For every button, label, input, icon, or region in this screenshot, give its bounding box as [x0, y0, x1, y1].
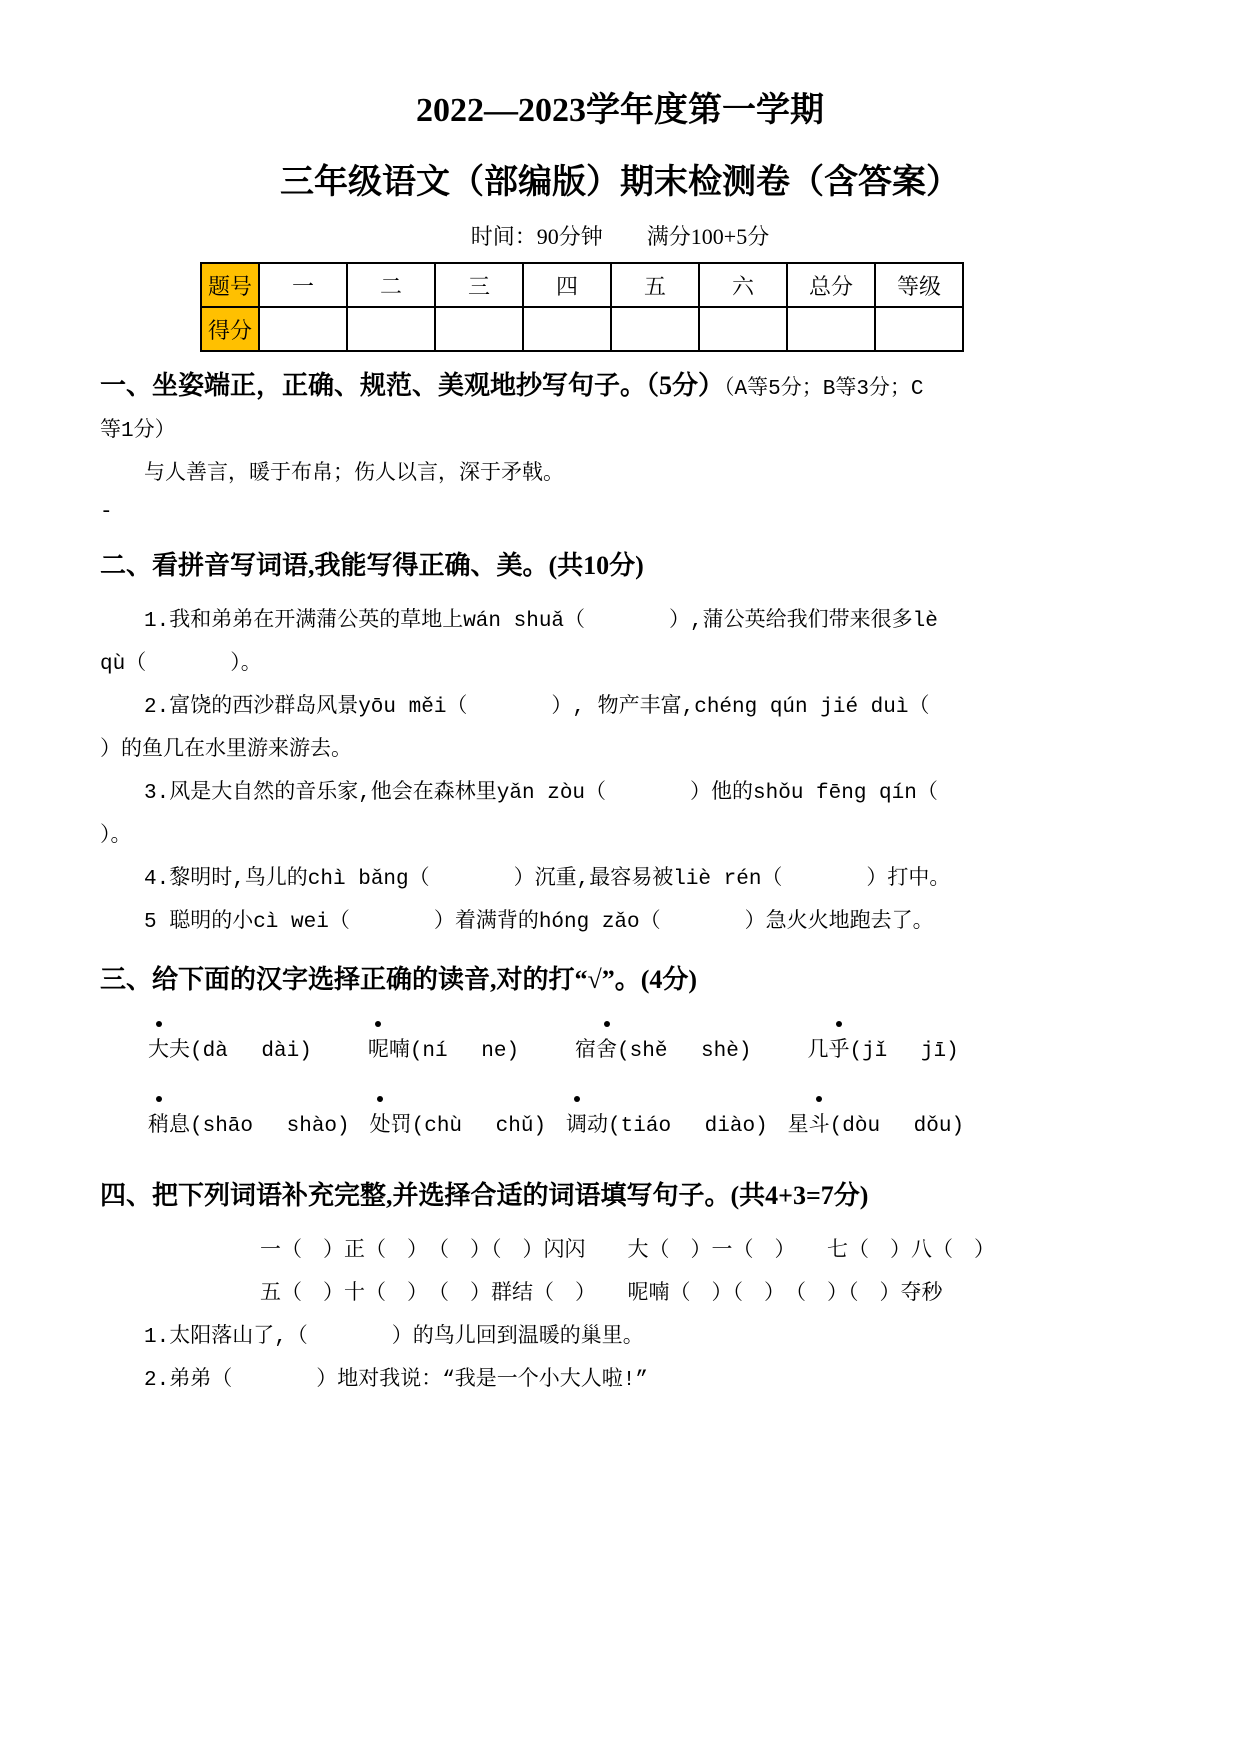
reading-options: (tiáo diào): [608, 1115, 768, 1138]
score-empty-cell: [699, 307, 787, 351]
section2-heading: 二、看拼音写词语,我能写得正确、美。(共10分): [100, 551, 644, 580]
question-column-header: 二: [347, 263, 435, 307]
word-part: 宿: [575, 1040, 597, 1063]
pronunciation-item: [148, 1105, 350, 1148]
question-number-row: [201, 263, 963, 307]
dotted-character: 舍: [596, 1030, 617, 1073]
reading-options: (dòu dǒu): [829, 1115, 965, 1138]
word-part: 息: [169, 1115, 190, 1138]
reading-options: (jǐ jī): [849, 1040, 959, 1063]
exam-meta-line: 时间：90分钟 满分100+5分: [470, 224, 770, 249]
section1-copy-sentence: 与人善言，暖于布帛；伤人以言，深于矛戟。: [144, 463, 564, 486]
reading-options: (shāo shào): [190, 1115, 350, 1138]
score-label-cell: 得分: [201, 307, 259, 351]
section2-item-1-line-2: qù（ ）。: [100, 653, 262, 676]
dotted-character: 大: [148, 1030, 169, 1073]
reading-options: (shě shè): [617, 1040, 752, 1063]
dotted-character: 稍: [148, 1105, 169, 1148]
score-table: [200, 262, 964, 352]
pronunciation-item: [788, 1105, 964, 1148]
score-empty-cell: [875, 307, 963, 351]
pronunciation-item: [368, 1030, 519, 1073]
pronunciation-item: [148, 1030, 312, 1073]
question-column-header: 五: [611, 263, 699, 307]
section2-item-4: 4.黎明时,鸟儿的chì bǎng（ ）沉重,最容易被liè rén（ ）打中。: [144, 868, 951, 891]
section4-sentence-1: 1.太阳落山了,（ ）的鸟儿回到温暖的巢里。: [144, 1326, 644, 1349]
question-number-label-cell: 题号: [201, 263, 259, 307]
reading-options: (dà dài): [190, 1040, 312, 1063]
score-empty-cell: [347, 307, 435, 351]
section2-item-3-line-1: 3.风是大自然的音乐家,他会在森林里yǎn zòu（ ）他的shǒu fēng qín（: [144, 782, 938, 805]
dotted-character: 处: [370, 1105, 391, 1148]
word-part: 喃: [388, 1040, 410, 1063]
dotted-character: 斗: [809, 1105, 830, 1148]
section2-item-5: 5 聪明的小cì wei（ ）着满背的hóng zǎo（ ）急火火地跑去了。: [144, 911, 934, 934]
section3-heading: 三、给下面的汉字选择正确的读音,对的打“√”。(4分): [100, 965, 698, 994]
reading-options: (chù chǔ): [411, 1115, 547, 1138]
pronunciation-item: [575, 1030, 751, 1073]
dotted-character: 乎: [828, 1030, 849, 1073]
question-column-header: 一: [259, 263, 347, 307]
word-part: 罚: [390, 1115, 412, 1138]
section1-heading: [100, 366, 1140, 410]
reading-options: (ní ne): [409, 1040, 520, 1063]
section4-heading: 四、把下列词语补充完整,并选择合适的词语填写句子。(共4+3=7分): [100, 1181, 869, 1210]
question-column-header: 四: [523, 263, 611, 307]
word-part: 动: [587, 1115, 609, 1138]
section1-grading-note-wrap: 等1分）: [100, 420, 176, 443]
question-column-header: 三: [435, 263, 523, 307]
section3-pronunciation-row-2: [148, 1105, 1140, 1148]
pronunciation-item: [807, 1030, 958, 1073]
score-empty-cell: [787, 307, 875, 351]
section4-word-completion-line-1: 一（ ）正（ ） （ ）（ ）闪闪 大（ ）一（ ） 七（ ）八（ ）: [260, 1240, 995, 1263]
page-title: 2022—2023学年度第一学期: [416, 92, 824, 129]
section1-heading-text: 一、坐姿端正，正确、规范、美观地抄写句子。（5分）: [100, 371, 725, 400]
section2-item-1-line-1: 1.我和弟弟在开满蒲公英的草地上wán shuǎ（ ）,蒲公英给我们带来很多lè: [144, 610, 938, 633]
pronunciation-item: [370, 1105, 546, 1148]
score-row: [201, 307, 963, 351]
grade-column-header: 等级: [875, 263, 963, 307]
score-empty-cell: [259, 307, 347, 351]
dotted-character: 呢: [368, 1030, 389, 1073]
section2-item-2-line-2: ）的鱼几在水里游来游去。: [100, 739, 352, 762]
section2-item-2-line-1: 2.富饶的西沙群岛风景yōu měi（ ）, 物产丰富,chéng qún jié duì（: [144, 696, 930, 719]
page-subtitle: 三年级语文（部编版）期末检测卷（含答案）: [280, 164, 960, 201]
section1-answer-dash: -: [100, 501, 113, 524]
section3-pronunciation-row-1: [148, 1030, 1140, 1073]
total-score-column-header: 总分: [787, 263, 875, 307]
section4-word-completion-line-2: 五（ ）十（ ） （ ）群结（ ） 呢喃（ ）（ ） （ ）（ ）夺秒: [260, 1283, 943, 1306]
section2-item-3-line-2: ）。: [100, 825, 132, 848]
word-part: 星: [787, 1115, 809, 1138]
word-part: 几: [807, 1040, 829, 1063]
word-part: 夫: [169, 1040, 190, 1063]
section1-grading-note: （A等5分；B等3分；C: [724, 378, 924, 401]
dotted-character: 调: [566, 1105, 587, 1148]
question-column-header: 六: [699, 263, 787, 307]
score-empty-cell: [611, 307, 699, 351]
pronunciation-item: [566, 1105, 768, 1148]
section4-sentence-2: 2.弟弟（ ）地对我说：“我是一个小大人啦!”: [144, 1369, 649, 1392]
score-empty-cell: [435, 307, 523, 351]
score-empty-cell: [523, 307, 611, 351]
